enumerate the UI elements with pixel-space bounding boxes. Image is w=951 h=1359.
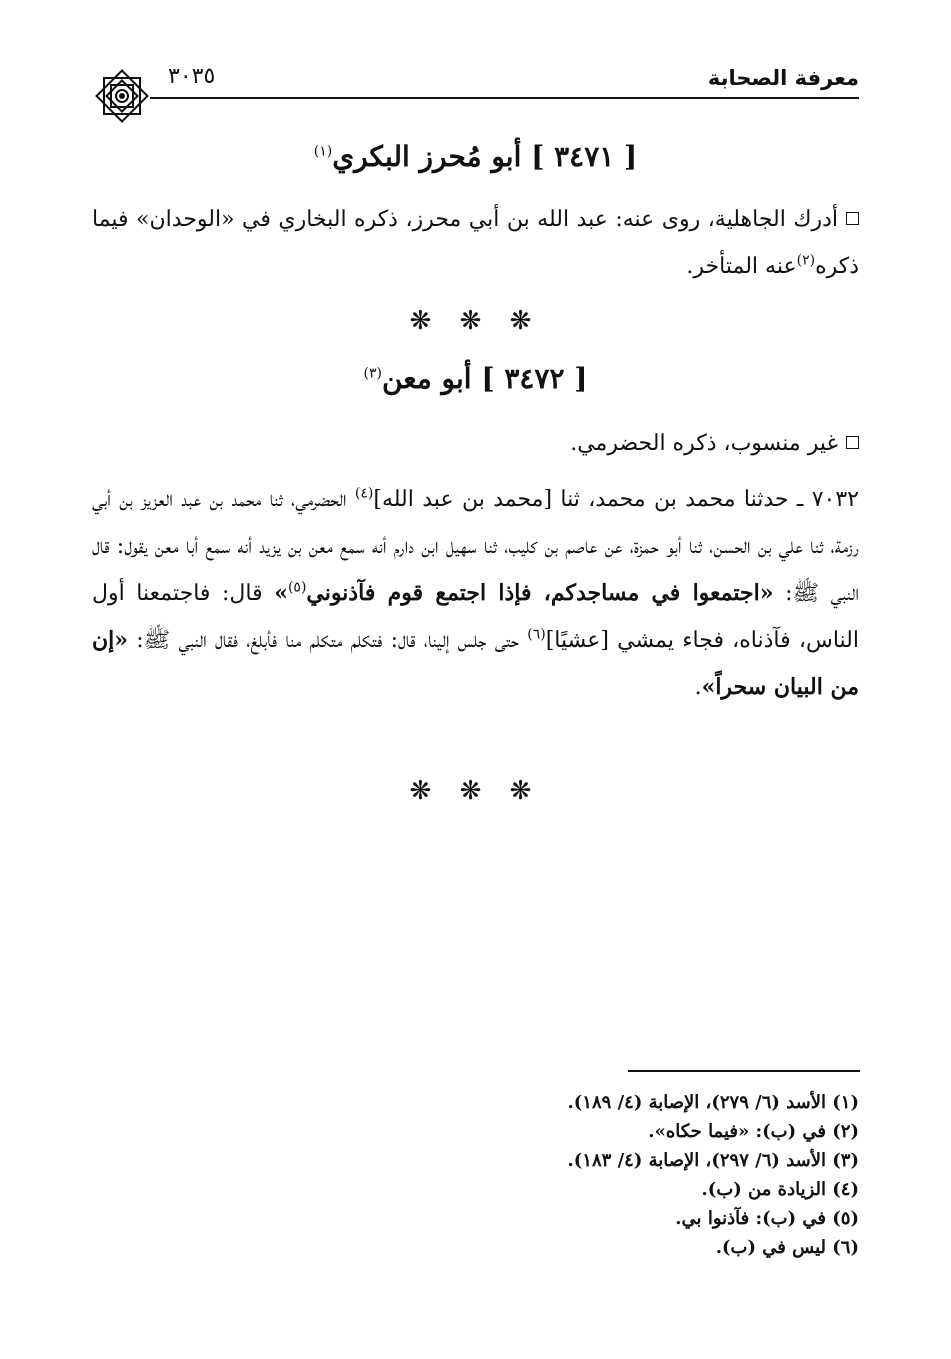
footnote: (٦) ليس في (ب). <box>715 1237 859 1258</box>
footnotes <box>379 1088 859 1262</box>
entry-text: عنه المتأخر. <box>686 254 797 279</box>
entry-heading-3471 <box>92 140 859 173</box>
hadith-text: ٧٠٣٢ ـ حدثنا محمد بن محمد، ثنا [محمد بن عبد الله] <box>373 487 859 512</box>
footnote: (١) الأسد (٦/ ٢٧٩)، الإصابة (٤/ ١٨٩). <box>567 1092 859 1113</box>
footnote: (٢) في (ب): «فيما حكاه». <box>648 1121 859 1142</box>
footnote-ref: (٢) <box>796 252 816 269</box>
hadith-text: قال: فاجتمعنا أول الناس، فآذناه، فجاء يمشي [عشيًا] <box>92 581 859 653</box>
square-bullet-icon <box>846 436 859 449</box>
footnote-rule <box>628 1070 860 1072</box>
running-header-title: معرفة الصحابة <box>707 66 859 90</box>
footnote-ref: (٤) <box>354 485 374 502</box>
footnote: (٥) في (ب): فآذنوا بي. <box>675 1208 859 1229</box>
hadith-text: الحضرمي، ثنا محمد بن عبد العزيز بن أبي رزمة، ثنا علي بن الحسن، ثنا أبو حمزة، عن عاصم بن كليب، ثنا سهيل ابن دارم أنه سمع معن بن يزيد أنه سمع أبا معن يقول: قال النبي ﷺ: <box>92 487 859 606</box>
page-number: ٣٠٣٥ <box>168 64 216 89</box>
entry-body-3471 <box>92 196 859 290</box>
section-separator: ❋ ❋ ❋ <box>409 776 542 806</box>
entry-heading-text: [ ٣٤٧١ ] أبو مُحرز البكري <box>332 140 638 173</box>
hadith-text: حتى جلس إلينا، قال: فتكلم متكلم منا فأبلغ، فقال النبي ﷺ: <box>136 628 520 653</box>
prophetic-quote: «اجتمعوا في مساجدكم، فإذا اجتمع قوم فآذنوني <box>306 580 774 606</box>
hadith-text: . <box>694 675 702 700</box>
footnote-ref: (٦) <box>527 626 546 643</box>
square-bullet-icon <box>846 212 859 225</box>
entry-heading-3472 <box>92 362 859 395</box>
hadith-7032 <box>92 476 859 711</box>
entry-text: أدرك الجاهلية، روى عنه: عبد الله بن أبي محرز، ذكره البخاري في «الوحدان» فيما ذكره <box>92 207 859 279</box>
quote-close-mark: » <box>274 580 288 606</box>
footnote-ref: (١) <box>313 143 333 160</box>
entry-heading-text: [ ٣٤٧٢ ] أبو معن <box>381 362 588 395</box>
entry-text: غير منسوب، ذكره الحضرمي. <box>570 431 838 456</box>
footnote-ref: (٥) <box>287 579 307 596</box>
prophetic-quote: «إن من البيان سحراً» <box>92 627 859 700</box>
star-ornament-icon <box>90 64 154 128</box>
footnote-ref: (٣) <box>363 365 382 382</box>
section-separator: ❋ ❋ ❋ <box>409 306 542 336</box>
entry-intro-3472 <box>92 420 859 467</box>
footnote: (٣) الأسد (٦/ ٢٩٧)، الإصابة (٤/ ١٨٣). <box>567 1150 859 1171</box>
footnote: (٤) الزيادة من (ب). <box>701 1179 859 1200</box>
header-rule <box>150 97 859 99</box>
